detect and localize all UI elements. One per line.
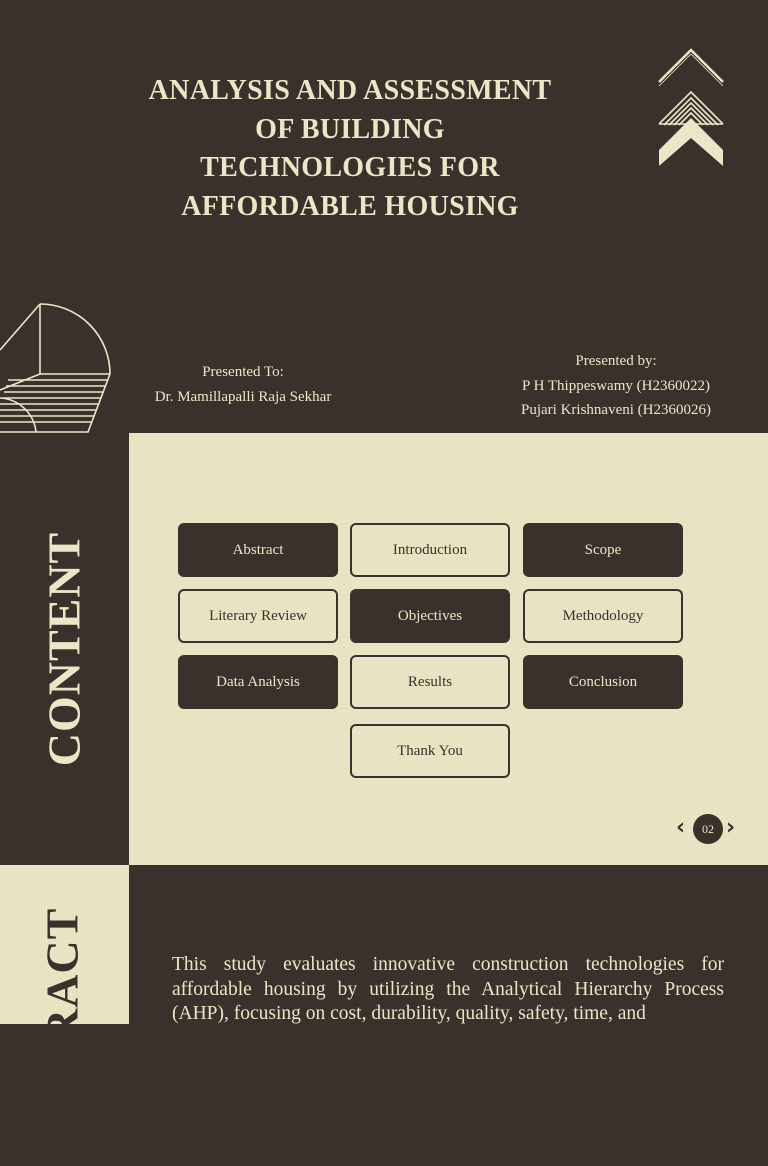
page-navigator (676, 813, 740, 845)
presented-by-block (500, 349, 732, 423)
presented-to-label: Presented To: (202, 364, 284, 380)
content-item-data-analysis[interactable]: Data Analysis (178, 655, 338, 709)
page-number: 02 (693, 814, 723, 844)
presented-to-name: Dr. Mamillapalli Raja Sekhar (154, 388, 332, 405)
presenter-2: Pujari Krishnaveni (H2360026) (521, 402, 711, 418)
title-slide (0, 0, 768, 433)
abstract-body: This study evaluates innovative construction technologies for affordable housing by utilizing the Analytical Hierarchy Process (AHP), focusing on cost, durability, quality, safety, time, and (172, 954, 724, 1024)
chevron-right-icon[interactable]: › (726, 815, 736, 840)
chevron-stack-icon (656, 42, 726, 170)
chevron-left-icon[interactable]: ‹ (676, 815, 686, 840)
content-slide (0, 433, 768, 865)
presented-to-block (128, 360, 358, 409)
abstract-sidebar (0, 865, 129, 1166)
content-item-objectives[interactable]: Objectives (350, 589, 510, 643)
presenter-1: P H Thippeswamy (H2360022) (522, 377, 710, 394)
content-item-results[interactable]: Results (350, 655, 510, 709)
abstract-heading: ABSTRACT (36, 907, 88, 1166)
content-heading: CONTENT (38, 531, 90, 767)
geometric-decoration-icon (0, 300, 115, 435)
presented-by-label: Presented by: (575, 353, 657, 369)
content-item-thank-you[interactable]: Thank You (350, 724, 510, 778)
content-item-literary-review[interactable]: Literary Review (178, 589, 338, 643)
content-item-introduction[interactable]: Introduction (350, 523, 510, 577)
presentation-title: ANALYSIS AND ASSESSMENT OF BUILDING TECHNOLOGIES FOR AFFORDABLE HOUSING (148, 75, 552, 222)
content-item-conclusion[interactable]: Conclusion (523, 655, 683, 709)
content-item-methodology[interactable]: Methodology (523, 589, 683, 643)
content-item-scope[interactable]: Scope (523, 523, 683, 577)
content-item-abstract[interactable]: Abstract (178, 523, 338, 577)
abstract-slide (0, 865, 768, 1166)
content-sidebar (0, 433, 129, 865)
